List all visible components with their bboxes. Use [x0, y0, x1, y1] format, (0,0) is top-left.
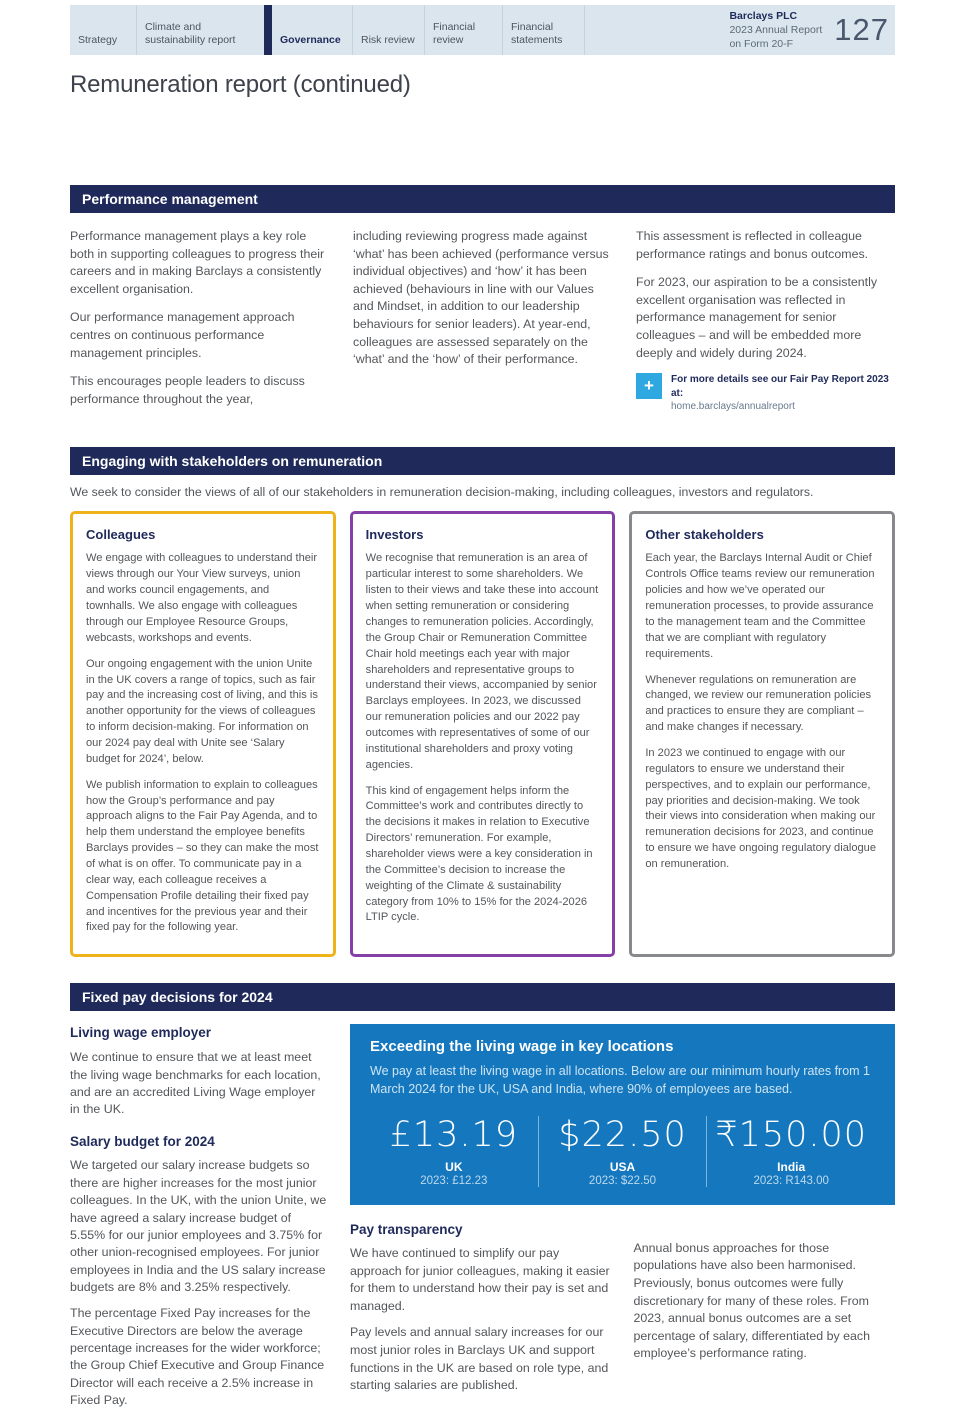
- paragraph: Pay levels and annual salary increases for our most junior roles in Barclays UK and support functions in the UK are based on role type, and starting salaries are published.: [350, 1325, 609, 1393]
- page-title: Remuneration report (continued): [70, 71, 411, 98]
- fair-pay-report-link[interactable]: home.barclays/annualreport: [671, 401, 795, 413]
- living-wage-stats: [370, 1116, 875, 1187]
- tab-governance[interactable]: [272, 5, 352, 55]
- report-brand-block: [729, 5, 895, 55]
- paragraph: We continue to ensure that we at least meet the living wage benchmarks for each location, and are an accredited Living Wage employer in the UK.: [70, 1050, 321, 1117]
- stat-uk: [370, 1116, 538, 1187]
- tab-governance-label: Governance: [280, 34, 341, 47]
- performance-column-3: [636, 228, 895, 419]
- paragraph: This assessment is reflected in colleague performance ratings and bonus outcomes.: [636, 229, 869, 261]
- stat-india-label: India: [777, 1159, 806, 1174]
- stat-usa-value: $22.50: [558, 1115, 687, 1156]
- paragraph: Performance management plays a key role both in supporting colleagues to progress their careers and in making Barclays a consistently excellent organisation.: [70, 229, 325, 296]
- performance-section-header: Performance management: [70, 185, 895, 213]
- stat-uk-prior: 2023: £12.23: [420, 1174, 488, 1187]
- report-brand-text: [729, 9, 822, 52]
- tab-financial-statements-label: Financial statements: [511, 20, 563, 47]
- living-wage-panel-title: Exceeding the living wage in key locations: [370, 1038, 674, 1056]
- paragraph: We targeted our salary increase budgets so there are higher increases for the most junior colleagues. In the UK, with the union Unite, we have agreed a salary increase budget of 5.55% for our junior employees and 3.75% for other union-recognised employees. For junior employees in India and the US salary increase budgets are 8% and 3.25% respectively.: [70, 1158, 327, 1294]
- tab-risk-review-label: Risk review: [361, 34, 415, 47]
- tab-financial-review-label: Financial review: [433, 20, 476, 47]
- paragraph: Each year, the Barclays Internal Audit or Chief Controls Office teams review our remuneration policies and how we’ve operated our remuneration processes, to provide assurance to the management team and the Committee that we are compliant with regulatory requirements.: [645, 552, 875, 660]
- living-wage-employer-group: [70, 1024, 328, 1118]
- pay-transparency-heading: Pay transparency: [350, 1221, 463, 1237]
- performance-columns: [70, 228, 895, 419]
- engaging-stakeholders-section: [70, 447, 895, 957]
- callout-text: [671, 373, 895, 414]
- paragraph: We publish information to explain to colleagues how the Group’s performance and pay approach aligns to the Fair Pay Agenda, and to help them understand the employee benefits Barclays provides – so they can make the most of what is on offer. To communicate pay in a clear way, each colleague receives a Compensation Profile detailing their fixed pay and incentives for the previous year and their fixed pay for the following year.: [86, 778, 319, 934]
- fixed-pay-grid: [70, 1024, 895, 1423]
- callout-bold-text: For more details see our Fair Pay Report 2023 at:: [671, 374, 889, 399]
- tab-financial-review[interactable]: [424, 5, 502, 55]
- stat-uk-label: UK: [445, 1159, 463, 1174]
- salary-budget-group: [70, 1133, 328, 1410]
- page-number: 127: [834, 12, 889, 47]
- active-tab-indicator: [264, 5, 272, 55]
- colleagues-box: [70, 511, 336, 957]
- paragraph: Our ongoing engagement with the union Unite in the UK covers a range of topics, such as fair pay and the increasing cost of living, and this is another opportunity for the views of colleagues to inform decision-making. For information on our 2024 pay deal with Unite see ‘Salary budget for 2024’, below.: [86, 657, 318, 765]
- pay-transparency-column: [350, 1220, 612, 1404]
- below-panel-columns: [350, 1220, 895, 1404]
- paragraph: The percentage Fixed Pay increases for the Executive Directors are below the average percentage increases for the wider workforce; the Group Chief Executive and Group Finance Director will each receive a 2.5% increase in Fixed Pay.: [70, 1306, 325, 1408]
- performance-management-section: [70, 185, 895, 419]
- tab-climate-and-sustainability-report[interactable]: [136, 5, 264, 55]
- tab-risk-review[interactable]: [352, 5, 424, 55]
- brand-line2: on Form 20-F: [729, 38, 794, 51]
- annual-bonus-column: [634, 1220, 896, 1404]
- fixed-pay-section-header: Fixed pay decisions for 2024: [70, 983, 895, 1011]
- paragraph: For 2023, our aspiration to be a consistently excellent organisation was reflected in performance management for senior colleagues – and will be embedded more deeply and widely during 2024.: [636, 275, 878, 360]
- paragraph: We recognise that remuneration is an area of particular interest to some shareholders. We listen to their views and take these into account when setting remuneration or considering changes to remuneration policies. Accordingly, the Group Chair or Remuneration Committee Chair hold meetings each year with major shareholders and representative groups to understand their views, accompanied by senior Barclays employees. In 2023, we discussed our remuneration policies and our 2022 pay outcomes with representatives of some of our institutional shareholders and proxy voting agencies.: [365, 552, 599, 771]
- tab-financial-statements[interactable]: [502, 5, 584, 55]
- living-wage-heading: Living wage employer: [70, 1025, 212, 1041]
- investors-box-title: Investors: [365, 527, 424, 543]
- tab-strategy[interactable]: [70, 5, 136, 55]
- paragraph: including reviewing progress made against ‘what’ has been achieved (performance versus individual objectives) and ‘how’ it has been achieved (behaviours in line with our Values and Mindset, in addition to our leadership behaviours for senior leaders). At year-end, colleagues are assessed separately on the ‘what’ and the ‘how’ of their performance.: [353, 229, 609, 367]
- top-nav: [70, 5, 895, 55]
- fair-pay-report-callout: [636, 373, 895, 414]
- engaging-intro: We seek to consider the views of all of our stakeholders in remuneration decision-making, including colleagues, investors and regulators.: [70, 485, 814, 500]
- paragraph: Our performance management approach centres on continuous performance management principles.: [70, 310, 295, 360]
- tab-strategy-label: Strategy: [78, 34, 118, 47]
- other-stakeholders-box: [629, 511, 895, 957]
- paragraph: We engage with colleagues to understand their views through our Your View surveys, union and works council engagements, and townhalls. We also engage with colleagues through our Employee Resource Groups, webcasts, workshops and events.: [86, 552, 318, 644]
- colleagues-box-title: Colleagues: [86, 527, 156, 543]
- tab-climate-label: Climate and sustainability report: [145, 20, 236, 47]
- stat-usa-prior: 2023: $22.50: [588, 1174, 657, 1187]
- stat-india: [706, 1116, 875, 1187]
- engaging-section-header: Engaging with stakeholders on remuneration: [70, 447, 895, 475]
- paragraph: This encourages people leaders to discuss performance throughout the year,: [70, 374, 305, 406]
- paragraph: Annual bonus approaches for those populations have also been harmonised. Previously, bonus outcomes were fully discretionary for many of these roles. From 2023, annual bonus outcomes are a set percentage of salary, differentiated by each employee’s performance rating.: [633, 1240, 870, 1361]
- investors-box: [350, 511, 616, 957]
- plus-icon[interactable]: +: [636, 373, 662, 399]
- salary-budget-heading: Salary budget for 2024: [70, 1133, 215, 1149]
- paragraph: We have continued to simplify our pay approach for junior colleagues, making it easier for them to understand how their pay is set and managed.: [350, 1245, 610, 1313]
- stat-usa-label: USA: [609, 1159, 636, 1174]
- stakeholder-boxes: [70, 511, 895, 957]
- paragraph: This kind of engagement helps inform the Committee’s work and contributes directly to the decisions it makes in relation to Executive Directors’ remuneration. For example, shareholder views were a key consideration in the Committee’s decision to increase the weighting of the Climate & sustainability category from 10% to 15% for the 2024-2026 LTIP cycle.: [365, 784, 593, 924]
- paragraph: In 2023 we continued to engage with our regulators to ensure we understand their perspectives, and to explain our performance, pay priorities and decision-making. We took their views into consideration when making our remuneration decisions for 2023, and continue to ensure we have ongoing regulatory dialogue on remuneration.: [645, 746, 877, 870]
- stat-uk-value: £13.19: [389, 1115, 519, 1156]
- nav-spacer: [584, 5, 729, 55]
- fixed-pay-right-area: [350, 1024, 895, 1423]
- brand-name: Barclays PLC: [729, 9, 798, 22]
- living-wage-panel: [350, 1024, 895, 1205]
- performance-column-1: [70, 228, 329, 419]
- stat-usa: [538, 1116, 707, 1187]
- performance-column-2: [353, 228, 612, 419]
- brand-line1: 2023 Annual Report: [729, 23, 823, 36]
- stat-india-value: ₹150.00: [715, 1115, 868, 1156]
- fixed-pay-section: [70, 983, 895, 1423]
- living-wage-panel-intro: We pay at least the living wage in all locations. Below are our minimum hourly rates from 1 March 2024 for the UK, USA and India, where 90% of employees are based.: [370, 1064, 870, 1096]
- fixed-pay-left-column: [70, 1024, 328, 1423]
- other-stakeholders-box-title: Other stakeholders: [645, 527, 764, 543]
- paragraph: Whenever regulations on remuneration are changed, we review our remuneration policies and practices to ensure they are compliant – and make changes if necessary.: [645, 673, 872, 734]
- stat-india-prior: 2023: R143.00: [753, 1174, 829, 1187]
